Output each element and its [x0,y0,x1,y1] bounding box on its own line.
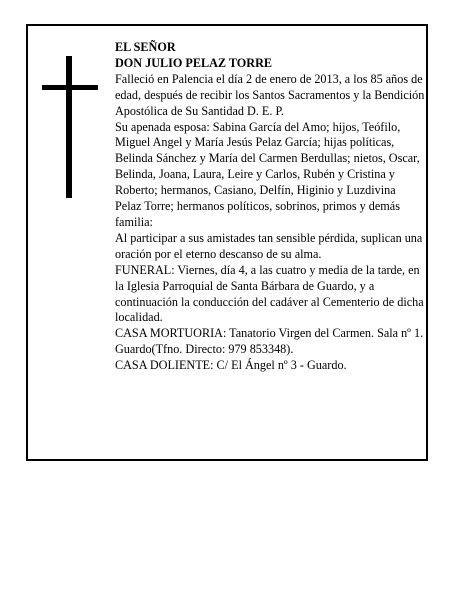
casa-mortuoria-paragraph: CASA MORTUORIA: Tanatorio Virgen del Carmen. Sala nº 1. Guardo(Tfno. Directo: 979 853348). [115,326,424,357]
cross-horizontal-bar [42,85,98,90]
cross-icon [42,56,98,198]
casa-doliente-paragraph: CASA DOLIENTE: C/ El Ángel nº 3 - Guardo. [115,358,347,373]
death-announcement-paragraph: Falleció en Palencia el día 2 de enero de 2013, a los 85 años de edad, después de recibir los Santos Sacramentos y la Bendición Apostólica de Su Santidad D. E. P. [115,71,425,118]
obituary-notice [26,24,428,461]
prayer-request-paragraph: Al participar a sus amistades tan sensible pérdida, suplican una oración por el eterno descanso de su alma. [115,230,423,261]
family-paragraph: Su apenada esposa: Sabina García del Amo; hijos, Teófilo, Miguel Angel y María Jesús Pelaz García; hijas políticas, Belinda Sánchez y María del Carmen Berdullas; nietos, Oscar, Belinda, Joana, Laura, Leire y Carlos, Rubén y Cristina y Roberto; hermanos, Casiano, Delfín, Higinio y Luzdivina Pelaz Torre; hermanos políticos, sobrinos, primos y demás familia: [115,119,420,229]
notice-text [115,40,425,374]
funeral-paragraph: FUNERAL: Viernes, día 4, a las cuatro y media de la tarde, en la Iglesia Parroquial de Santa Bárbara de Guardo, y a continuación la conducción del cadáver al Cementerio de dicha localidad. [115,262,424,325]
deceased-name: DON JULIO PELAZ TORRE [115,55,273,70]
cross-vertical-bar [66,56,72,198]
notice-title-line1: EL SEÑOR [115,40,176,54]
